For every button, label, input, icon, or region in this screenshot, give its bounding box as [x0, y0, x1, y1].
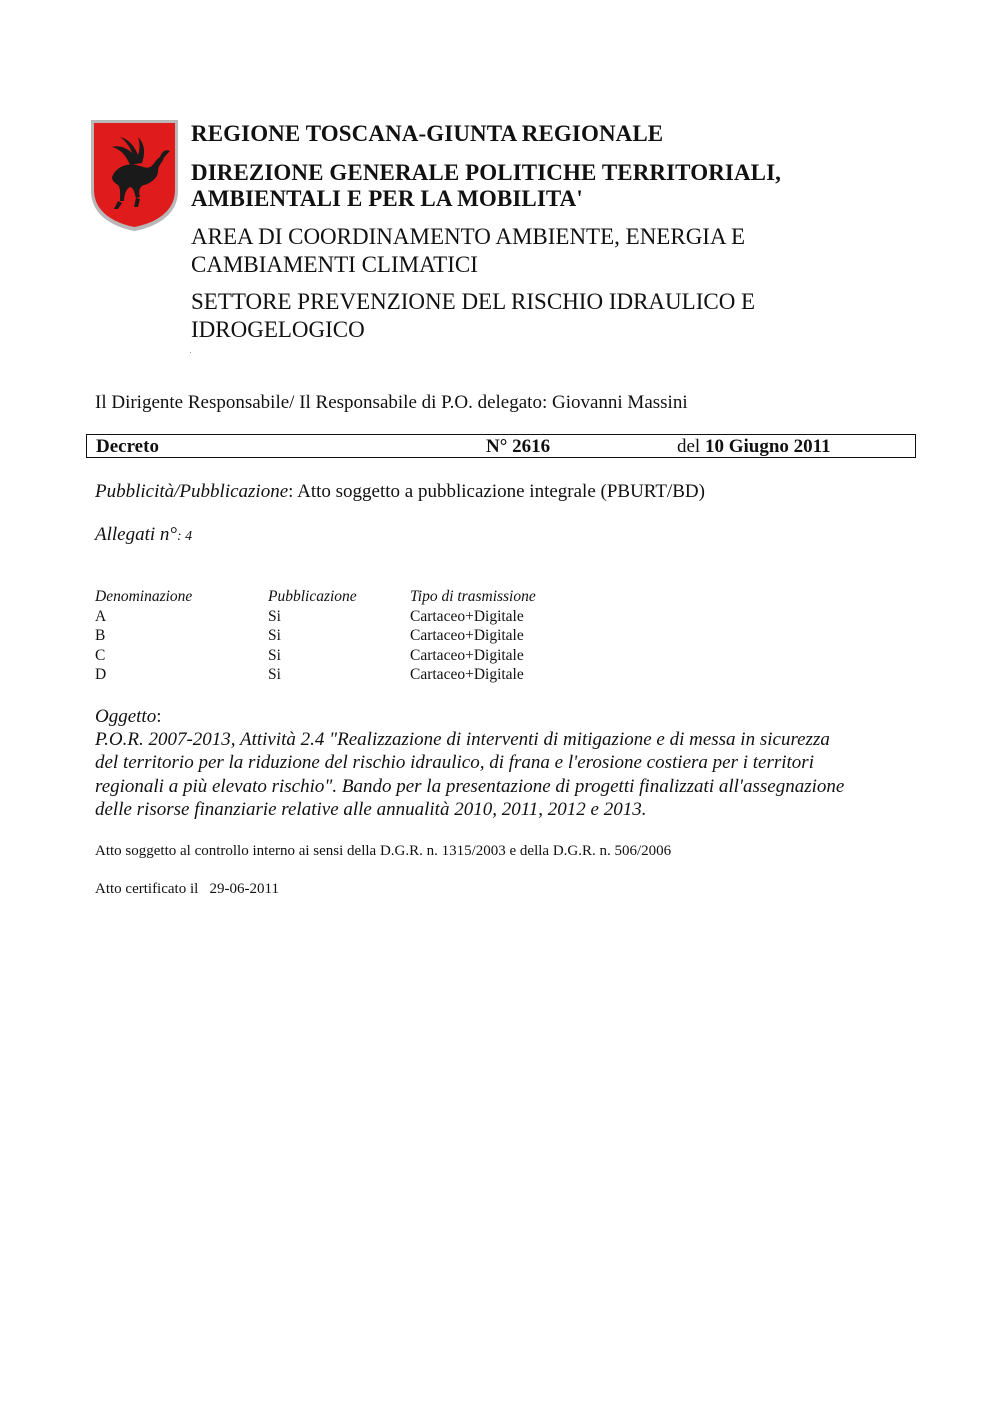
table-cell: Cartaceo+Digitale [410, 627, 524, 644]
column-header: Tipo di trasmissione [410, 588, 536, 605]
oggetto-text [95, 728, 915, 821]
oggetto-label: Oggetto: [95, 706, 162, 727]
oggetto-label-text: Oggetto [95, 706, 157, 727]
allegati-count: : 4 [177, 529, 193, 544]
table-cell: C [95, 646, 106, 664]
header-settore-line1: SETTORE PREVENZIONE DEL RISCHIO IDRAULICO E [191, 289, 756, 314]
decreto-box [86, 434, 916, 458]
header-area-line1: AREA DI COORDINAMENTO AMBIENTE, ENERGIA E [191, 224, 746, 249]
column-header: Denominazione [95, 588, 193, 605]
decreto-date-value: 10 Giugno 2011 [704, 436, 831, 457]
oggetto-line: delle risorse finanziarie relative alle annualità 2010, 2011, 2012 e 2013. [95, 798, 647, 820]
oggetto-line: del territorio per la riduzione del rischio idraulico, di frana e l'erosione costiera per i territori [95, 752, 814, 774]
table-cell: Si [268, 607, 281, 625]
table-cell: Si [268, 646, 281, 664]
table-cell: B [95, 627, 106, 644]
table-cell: Cartaceo+Digitale [410, 607, 524, 625]
controllo-note: Atto soggetto al controllo interno ai sensi della D.G.R. n. 1315/2003 e della D.G.R. n. 506/2006 [95, 843, 672, 859]
decreto-date [677, 436, 831, 458]
table-cell: A [95, 607, 107, 625]
pubblicita-label: Pubblicità/Pubblicazione [95, 481, 289, 502]
decreto-date-prefix: del [677, 436, 701, 457]
allegati-label: Allegati n° [95, 524, 178, 545]
decreto-number: N° 2616 [486, 436, 551, 457]
oggetto-line: regionali a più elevato rischio". Bando per la presentazione di progetti finalizzati all'assegnazione [95, 775, 845, 797]
table-cell: Si [268, 666, 281, 683]
regione-toscana-emblem [90, 119, 179, 232]
allegati-line [95, 523, 192, 549]
header-area-line2: CAMBIAMENTI CLIMATICI [191, 252, 478, 277]
dirigente-line: Il Dirigente Responsabile/ Il Responsabile di P.O. delegato: Giovanni Massini [95, 392, 688, 413]
table-cell: Si [268, 627, 281, 644]
header-direzione-line2: AMBIENTALI E PER LA MOBILITA' [191, 186, 583, 211]
decreto-label: Decreto [96, 436, 159, 457]
certificato-note: Atto certificato il 29-06-2011 [95, 881, 279, 897]
oggetto-line: P.O.R. 2007-2013, Attività 2.4 "Realizzazione di interventi di mitigazione e di messa in sicurezza [95, 729, 830, 750]
pegasus-emblem-icon [90, 119, 179, 232]
table-cell: Cartaceo+Digitale [410, 646, 524, 664]
table-cell: Cartaceo+Digitale [410, 666, 524, 683]
column-header: Pubblicazione [268, 588, 357, 605]
decorative-dot [190, 352, 191, 353]
pubblicita-line [95, 480, 705, 504]
header-direzione-line1: DIREZIONE GENERALE POLITICHE TERRITORIALI, [191, 160, 782, 185]
table-cell: D [95, 666, 107, 683]
header-settore-line2: IDROGELOGICO [191, 317, 365, 342]
header-region: REGIONE TOSCANA-GIUNTA REGIONALE [191, 121, 664, 146]
pubblicita-value: : Atto soggetto a pubblicazione integrale (PBURT/BD) [288, 481, 705, 502]
